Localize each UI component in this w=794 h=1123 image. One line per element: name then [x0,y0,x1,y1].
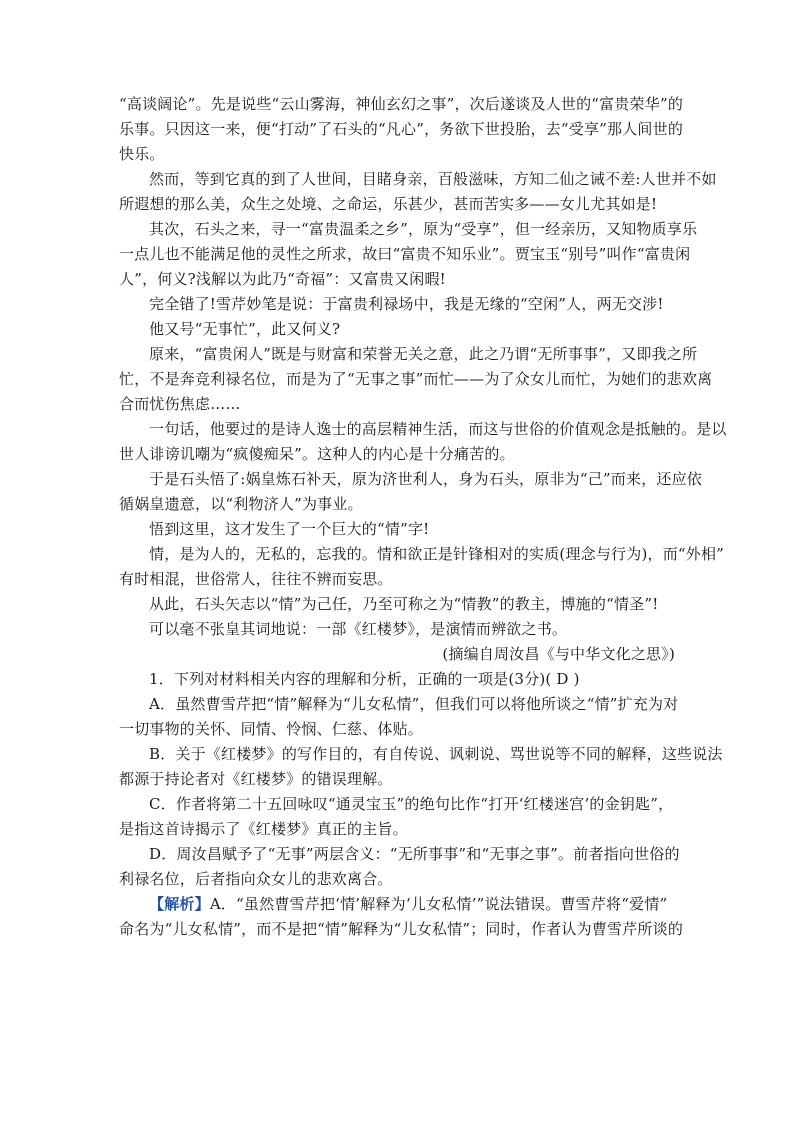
option-c [119,792,675,842]
analysis-line: 命名为“儿女私情”，而不是把“情”解释为“儿女私情”；同时，作者认为曹雪芹所谈的 [119,920,684,938]
passage-line: 人”，何义?浅解以为此乃“奇福”：又富贵又闲暇! [119,270,446,288]
passage-line: 情，是为人的，无私的，忘我的。情和欲正是针锋相对的实质(理念与行为)，而“外相” [149,545,725,563]
analysis-text: A．“虽然曹雪芹把‘情’解释为‘儿女私情’”说法错误。曹雪芹将“爱情” [209,895,668,913]
source-note: (摘编自周汝昌《与中华文化之思》) [442,645,675,663]
passage [119,92,727,642]
option-line: 一切事物的关怀、同情、怜悯、仁慈、体贴。 [119,720,424,738]
document-page [119,92,727,942]
option-line: B．关于《红楼梦》的写作目的，有自传说、讽刺说、骂世说等不同的解释，这些说法 [149,745,723,763]
passage-line: 有时相混，世俗常人，往往不辨而妄思。 [119,570,393,588]
passage-line: 可以毫不张皇其词地说：一部《红楼梦》，是演情而辨欲之书。 [149,620,568,638]
passage-line: 一句话，他要过的是诗人逸士的高层精神生活，而这与世俗的价值观念是抵触的。是以 [149,420,727,438]
question-options [119,692,723,892]
passage-line: 完全错了!雪芹妙笔是说：于富贵利禄场中，我是无缘的“空闲”人，两无交涉! [149,295,664,313]
option-line: C．作者将第二十五回咏叹“通灵宝玉”的绝句比作“打开‘红楼迷宫’的金钥匙”， [149,795,674,813]
analysis-line [119,892,675,917]
passage-line: 所遐想的那么美，众生之处境、之命运，乐甚少，甚而苦实多——女儿尤其如是! [119,195,658,213]
option-line: 都源于持论者对《红楼梦》的错误理解。 [119,770,393,788]
passage-line: 其次，石头之来，寻一“富贵温柔之乡”，原为“受享”，但一经亲历，又知物质享乐 [149,220,698,238]
option-line: A．虽然曹雪芹把“情”解释为“儿女私情”，但我们可以将他所谈之“情”扩充为对 [149,695,679,713]
passage-line: 合而忧伤焦虑…… [119,395,241,413]
passage-line: 然而，等到它真的到了人世间，目睹身亲，百般滋味，方知二仙之诫不差:人世并不如 [149,170,717,188]
analysis [119,892,684,942]
passage-line: 快乐。 [119,145,165,163]
passage-line: 原来，“富贵闲人”既是与财富和荣誉无关之意，此之乃谓“无所事事”，又即我之所 [149,345,698,363]
analysis-tag: 【解析】 [149,895,210,913]
passage-line: 世人诽谤讥嘲为“疯傻痴呆”。这种人的内心是十分痛苦的。 [119,445,515,463]
question-1 [119,667,723,892]
passage-line: 从此，石头矢志以“情”为己任，乃至可称之为“情教”的教主，博施的“情圣”! [149,595,659,613]
passage-line: “高谈阔论”。先是说些“云山雾海，神仙玄幻之事”，次后遂谈及人世的“富贵荣华”的 [119,95,684,113]
option-line: 是指这首诗揭示了《红楼梦》真正的主旨。 [119,820,408,838]
passage-line: 一点儿也不能满足他的灵性之所求，故曰“富贵不知乐业”。贾宝玉“别号”叫作“富贵闲 [119,245,691,263]
option-b [119,742,723,792]
option-a [119,692,679,742]
option-line: 利禄名位，后者指向众女儿的悲欢离合。 [119,870,393,888]
passage-line: 他又号“无事忙”，此又何义? [149,320,341,338]
passage-line: 悟到这里，这才发生了一个巨大的“情”字! [149,520,430,538]
question-stem: 1．下列对材料相关内容的理解和分析，正确的一项是(3分)( D ) [149,670,580,688]
passage-line: 忙，不是奔竞利禄名位，而是为了“无事之事”而忙——为了众女儿而忙，为她们的悲欢离 [119,370,713,388]
option-line: D．周汝昌赋予了“无事”两层含义：“无所事事”和“无事之事”。前者指向世俗的 [149,845,680,863]
option-d [119,842,680,892]
passage-line: 乐事。只因这一来，便“打动”了石头的“凡心”，务欲下世投胎，去“受享”那人间世的 [119,120,684,138]
passage-line: 于是石头悟了:娲皇炼石补天，原为济世利人，身为石头，原非为“己”而来，还应依 [149,470,702,488]
passage-line: 循娲皇遗意，以“利物济人”为事业。 [119,495,363,513]
